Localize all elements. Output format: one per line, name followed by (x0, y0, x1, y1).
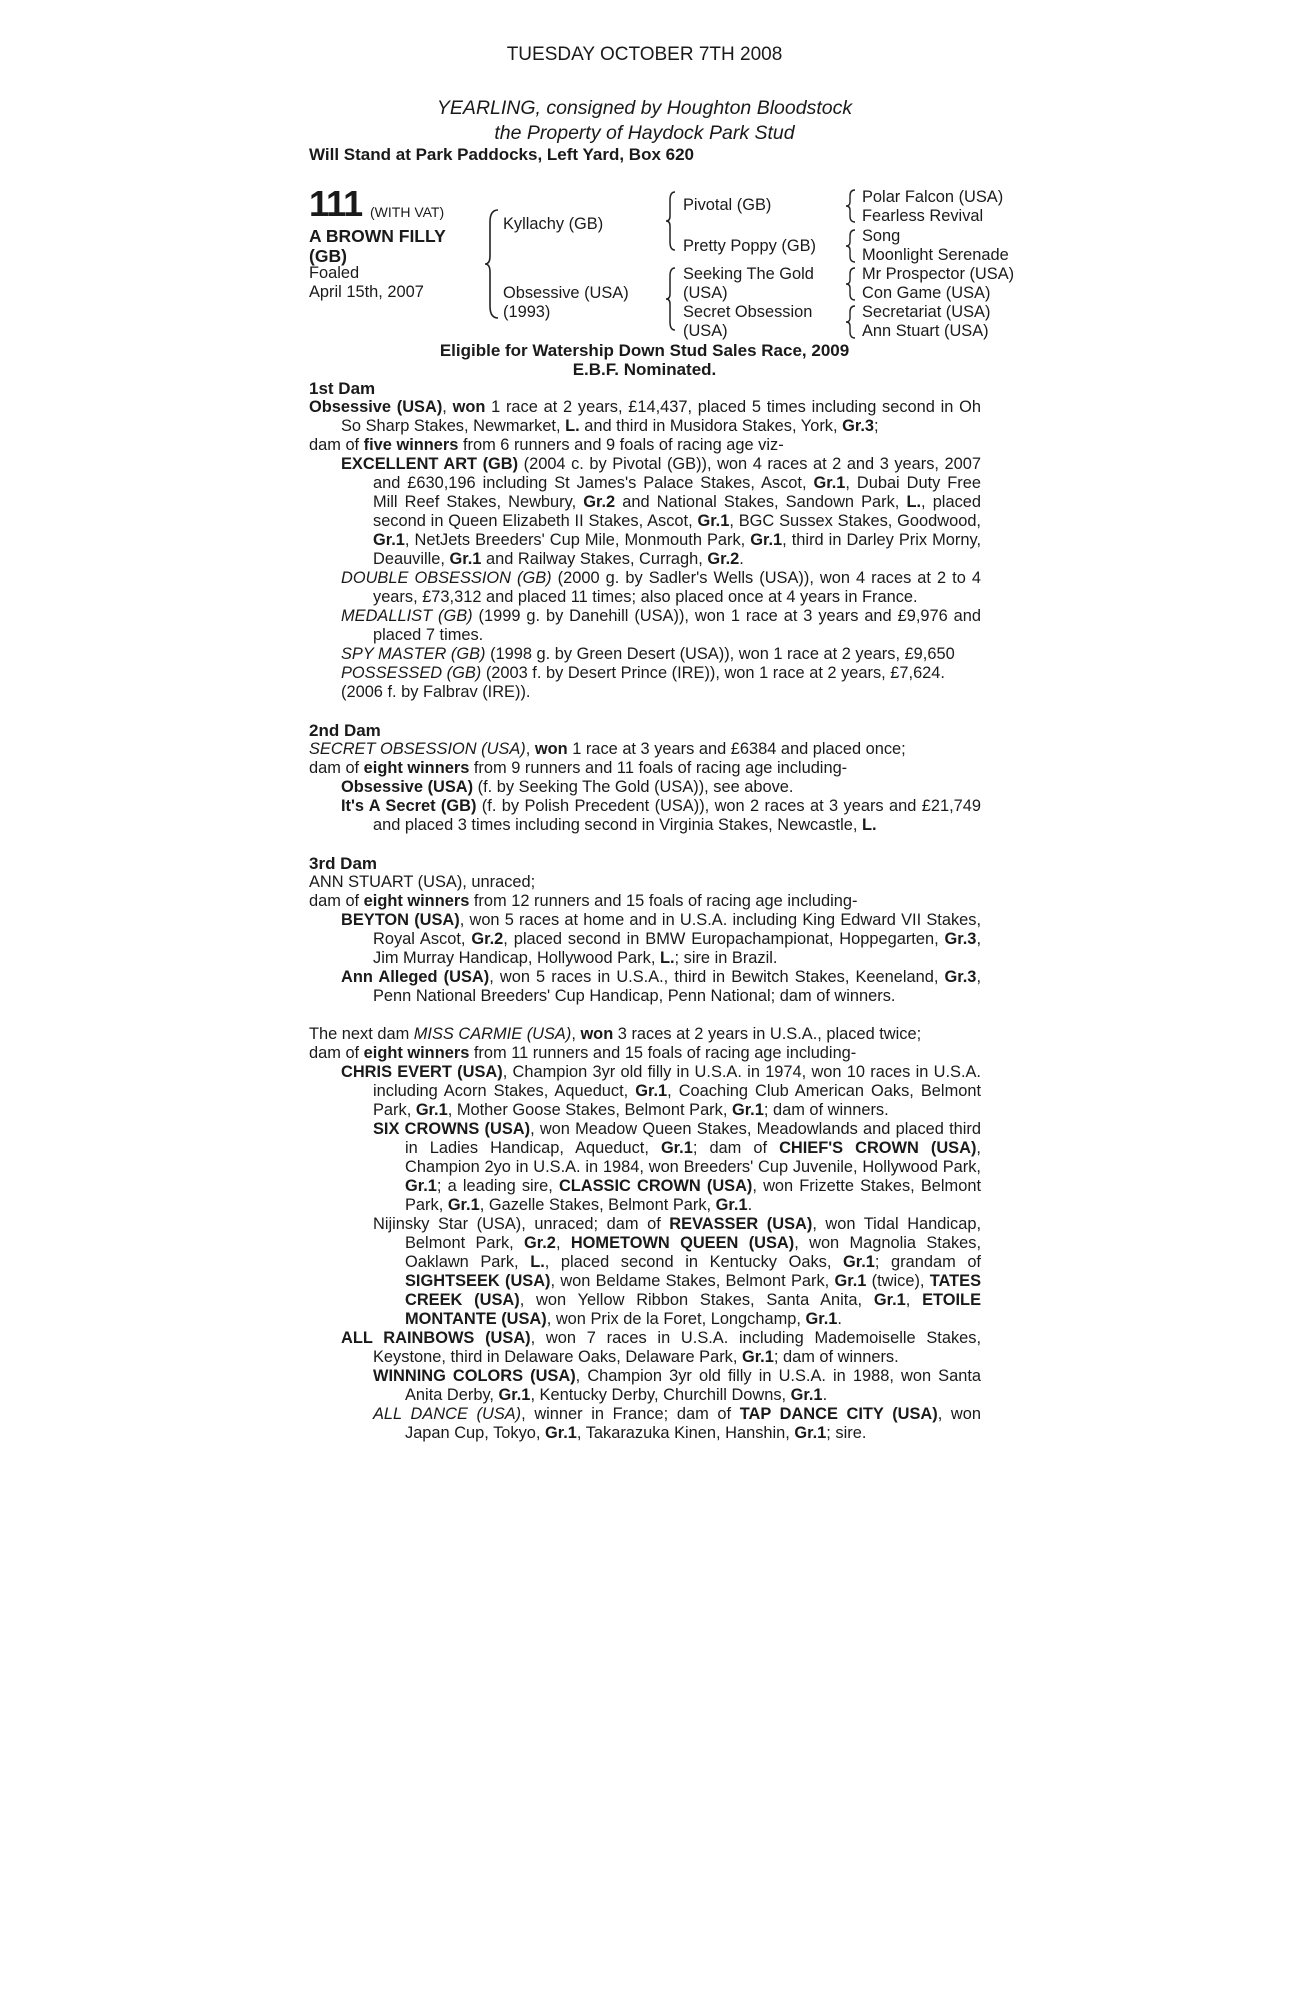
pedigree-sss: Polar Falcon (USA) (862, 188, 1004, 206)
pedigree-dam-year: (1993) (503, 303, 551, 321)
horse-description (309, 226, 469, 266)
second-dam-record: SECRET OBSESSION (USA), won 1 race at 3 years and £6384 and placed once; (309, 740, 906, 758)
foaled-info (309, 264, 424, 302)
offspring-entry: MEDALLIST (GB) (1999 g. by Danehill (USA)), won 1 race at 3 years and £9,976 and placed 7 times. (341, 607, 981, 644)
property-line: the Property of Haydock Park Stud (494, 122, 795, 144)
third-dam-heading: 3rd Dam (309, 854, 378, 873)
pedigree-sire-dam: Pretty Poppy (GB) (683, 237, 816, 255)
eligibility-note: Eligible for Watership Down Stud Sales Race, 2009 (439, 341, 850, 360)
pedigree-brace-sd (845, 228, 857, 264)
consignor-line: YEARLING, consigned by Houghton Bloodstock (436, 97, 853, 119)
pedigree-dam-sire-country: (USA) (683, 284, 728, 302)
grand-offspring-entry: Nijinsky Star (USA), unraced; dam of REVASSER (USA), won Tidal Handicap, Belmont Park, Gr.2, HOMETOWN QUEEN (USA), won Magnolia Stakes, Oaklawn Park, L., placed second in Kentucky Oaks, Gr.1; grandam of SIGHTSEEK (USA), won Beldame Stakes, Belmont Park, Gr.1 (twice), TATES CREEK (USA), won Yellow Ribbon Stakes, Santa Anita, Gr.1, ETOILE MONTANTE (USA), won Prix de la Foret, Longchamp, Gr.1. (373, 1215, 982, 1328)
grand-offspring-entry: SIX CROWNS (USA), won Meadow Queen Stakes, Meadowlands and placed third in Ladies Handicap, Aqueduct, Gr.1; dam of CHIEF'S CROWN (USA), Champion 2yo in U.S.A. in 1984, won Breeders' Cup Juvenile, Hollywood Park, Gr.1; a leading sire, CLASSIC CROWN (USA), won Frizette Stakes, Belmont Park, Gr.1, Gazelle Stakes, Belmont Park, Gr.1. (373, 1120, 981, 1214)
grand-offspring-entry: ALL DANCE (USA), winner in France; dam of TAP DANCE CITY (USA), won Japan Cup, Tokyo, Gr.1, Takarazuka Kinen, Hanshin, Gr.1; sire. (373, 1405, 981, 1442)
third-dam-produce-summary: dam of eight winners from 12 runners and 15 foals of racing age including- (309, 892, 858, 910)
pedigree-sire: Kyllachy (GB) (503, 215, 604, 233)
sale-date: TUESDAY OCTOBER 7TH 2008 (506, 44, 783, 65)
offspring-entry: Ann Alleged (USA), won 5 races in U.S.A., third in Bewitch Stakes, Keeneland, Gr.3, Penn National Breeders' Cup Handicap, Penn National; dam of winners. (341, 968, 981, 1005)
pedigree-dam-dam-name: Secret Obsession (683, 303, 813, 321)
offspring-entry: Obsessive (USA) (f. by Seeking The Gold (USA)), see above. (341, 778, 794, 796)
next-dam-record: The next dam MISS CARMIE (USA), won 3 races at 2 years in U.S.A., placed twice; (309, 1025, 922, 1043)
pedigree-dds: Secretariat (USA) (862, 303, 991, 321)
pedigree-ssd: Fearless Revival (862, 207, 984, 225)
offspring-entry: EXCELLENT ART (GB) (2004 c. by Pivotal (GB)), won 4 races at 2 and 3 years, 2007 and £630,196 including St James's Palace Stakes, Ascot, Gr.1, Dubai Duty Free Mill Reef Stakes, Newbury, Gr.2 and National Stakes, Sandown Park, L., placed second in Queen Elizabeth II Stakes, Ascot, Gr.1, BGC Sussex Stakes, Goodwood, Gr.1, NetJets Breeders' Cup Mile, Monmouth Park, Gr.1, third in Darley Prix Morny, Deauville, Gr.1 and Railway Stakes, Curragh, Gr.2. (341, 455, 981, 568)
offspring-entry: (2006 f. by Falbrav (IRE)). (341, 683, 531, 701)
vat-note: (WITH VAT) (370, 204, 445, 220)
ebf-note: E.B.F. Nominated. (572, 360, 717, 379)
offspring-entry: POSSESSED (GB) (2003 f. by Desert Prince (IRE)), won 1 race at 2 years, £7,624. (341, 664, 945, 682)
pedigree-dam-sire (683, 265, 814, 303)
offspring-entry: ALL RAINBOWS (USA), won 7 races in U.S.A. including Mademoiselle Stakes, Keystone, third in Delaware Oaks, Delaware Park, Gr.1; dam of winners. (341, 1329, 982, 1366)
family-text (309, 379, 981, 1443)
second-dam-heading: 2nd Dam (309, 721, 381, 740)
grand-offspring-entry: WINNING COLORS (USA), Champion 3yr old filly in U.S.A. in 1988, won Santa Anita Derby, Gr.1, Kentucky Derby, Churchill Downs, Gr.1. (373, 1367, 981, 1404)
foaled-label: Foaled (309, 264, 360, 282)
offspring-entry: SPY MASTER (GB) (1998 g. by Green Desert (USA)), won 1 race at 2 years, £9,650 (341, 645, 955, 663)
pedigree-brace-dam (665, 266, 677, 332)
offspring-entry: DOUBLE OBSESSION (GB) (2000 g. by Sadler's Wells (USA)), won 4 races at 2 to 4 years, £73,312 and placed 11 times; also placed once at 4 years in France. (341, 569, 981, 606)
pedigree-brace-ss (845, 188, 857, 224)
pedigree-dss: Mr Prospector (USA) (862, 265, 1015, 283)
pedigree-dam (503, 284, 629, 322)
first-dam-record: Obsessive (USA), won 1 race at 2 years, £14,437, placed 5 times including second in Oh So Sharp Stakes, Newmarket, L. and third in Musidora Stakes, York, Gr.3; (309, 398, 982, 435)
pedigree-dam-dam (683, 303, 812, 341)
lot-number: 111 (309, 183, 363, 224)
pedigree-sds: Song (862, 227, 901, 245)
pedigree-dam-name: Obsessive (USA) (503, 284, 629, 302)
pedigree-ddd: Ann Stuart (USA) (862, 322, 989, 340)
offspring-entry: BEYTON (USA), won 5 races at home and in U.S.A. including King Edward VII Stakes, Royal Ascot, Gr.2, placed second in BMW Europachampionat, Hoppegarten, Gr.3, Jim Murray Handicap, Hollywood Park, L.; sire in Brazil. (341, 911, 981, 967)
foaled-date: April 15th, 2007 (309, 283, 424, 301)
offspring-entry: It's A Secret (GB) (f. by Polish Precedent (USA)), won 2 races at 3 years and £21,749 and placed 3 times including second in Virginia Stakes, Newcastle, L. (341, 797, 981, 834)
next-dam-produce-summary: dam of eight winners from 11 runners and 15 foals of racing age including- (309, 1044, 857, 1062)
pedigree-sdd: Moonlight Serenade (862, 246, 1009, 264)
pedigree-brace-main (484, 208, 500, 320)
first-dam-heading: 1st Dam (309, 379, 376, 398)
pedigree-dam-sire-name: Seeking The Gold (683, 265, 814, 283)
pedigree-brace-ds (845, 266, 857, 302)
offspring-entry: CHRIS EVERT (USA), Champion 3yr old filly in U.S.A. in 1974, won 10 races in U.S.A. including Acorn Stakes, Aqueduct, Gr.1, Coaching Club American Oaks, Belmont Park, Gr.1, Mother Goose Stakes, Belmont Park, Gr.1; dam of winners. (341, 1063, 982, 1119)
second-dam-produce-summary: dam of eight winners from 9 runners and 11 foals of racing age including- (309, 759, 848, 777)
stand-location: Will Stand at Park Paddocks, Left Yard, Box 620 (309, 145, 694, 164)
pedigree-brace-dd (845, 304, 857, 340)
consignor-block (0, 96, 1289, 146)
pedigree-dam-dam-country: (USA) (683, 322, 728, 340)
pedigree-dsd: Con Game (USA) (862, 284, 991, 302)
first-dam-produce-summary: dam of five winners from 6 runners and 9 foals of racing age viz- (309, 436, 784, 454)
horse-country: (GB) (309, 246, 347, 266)
third-dam-record: ANN STUART (USA), unraced; (309, 873, 536, 891)
horse-line: A BROWN FILLY (309, 226, 446, 246)
pedigree-brace-sire (665, 190, 677, 252)
pedigree-sire-sire: Pivotal (GB) (683, 196, 772, 214)
